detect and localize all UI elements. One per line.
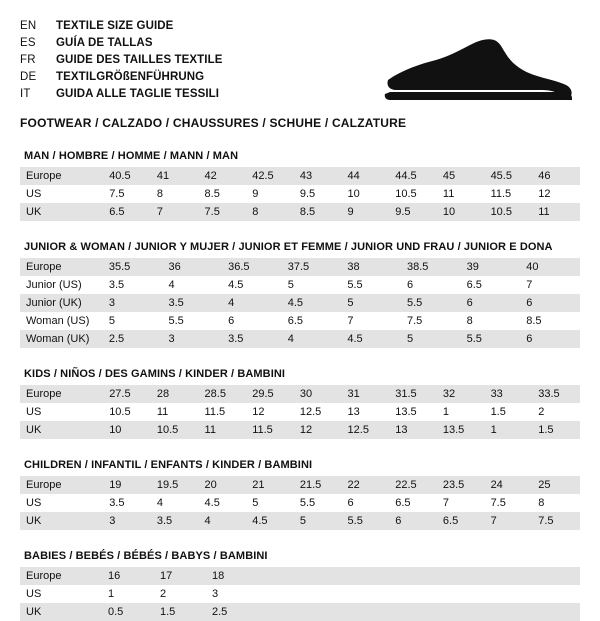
- row-label: Junior (US): [20, 276, 103, 294]
- table-cell: 8: [151, 185, 199, 203]
- row-label: US: [20, 403, 103, 421]
- table-cell: 43: [294, 167, 342, 185]
- size-table-block: [20, 459, 580, 530]
- table-cell: 32: [437, 385, 485, 403]
- table-cell: 40.5: [103, 167, 151, 185]
- table-cell: 7: [151, 203, 199, 221]
- table-cell: 6: [222, 312, 282, 330]
- table-cell: 21: [246, 476, 294, 494]
- table-cell: 42.5: [246, 167, 294, 185]
- size-table-block: [20, 550, 580, 621]
- row-label: UK: [20, 421, 103, 439]
- table-cell: 6.5: [437, 512, 485, 530]
- table-cell: 11: [199, 421, 247, 439]
- table-cell: 13: [389, 421, 437, 439]
- language-title: GUÍA DE TALLAS: [56, 37, 153, 49]
- table-cell: 1.5: [485, 403, 533, 421]
- table-cell: 5.5: [401, 294, 461, 312]
- table-row: [20, 476, 580, 494]
- table-cell: 4.5: [246, 512, 294, 530]
- size-table-block: [20, 150, 580, 221]
- table-cell: 45: [437, 167, 485, 185]
- size-table-title: CHILDREN / INFANTIL / ENFANTS / KINDER / BAMBINI: [24, 459, 313, 471]
- table-cell: 5.5: [461, 330, 521, 348]
- table-cell: 17: [154, 567, 206, 585]
- row-label: Woman (UK): [20, 330, 103, 348]
- table-cell: 27.5: [103, 385, 151, 403]
- table-cell: 7.5: [485, 494, 533, 512]
- table-cell: 10: [342, 185, 390, 203]
- table-cell: 2: [154, 585, 206, 603]
- table-cell: 29.5: [246, 385, 294, 403]
- table-cell: 10: [103, 421, 151, 439]
- table-cell: 6: [520, 330, 580, 348]
- table-cell: 4: [282, 330, 342, 348]
- table-cell: 7: [485, 512, 533, 530]
- table-cell: 30: [294, 385, 342, 403]
- table-cell: 10.5: [151, 421, 199, 439]
- table-row: [20, 203, 580, 221]
- table-cell: 31: [342, 385, 390, 403]
- table-cell: 6.5: [103, 203, 151, 221]
- table-row: [20, 585, 580, 603]
- table-cell: 7: [520, 276, 580, 294]
- table-cell: 37.5: [282, 258, 342, 276]
- row-label: Woman (US): [20, 312, 103, 330]
- language-title: GUIDA ALLE TAGLIE TESSILI: [56, 88, 220, 100]
- table-row: [20, 185, 580, 203]
- table-cell: 3: [163, 330, 223, 348]
- table-cell: 12.5: [294, 403, 342, 421]
- language-code: EN: [20, 20, 37, 32]
- language-title: GUIDE DES TAILLES TEXTILE: [56, 54, 223, 66]
- size-table: [20, 258, 580, 348]
- table-cell: 44: [342, 167, 390, 185]
- table-cell: 5: [103, 312, 163, 330]
- size-tables: [20, 150, 580, 621]
- dress-shoe-icon: [376, 34, 576, 114]
- table-row: [20, 167, 580, 185]
- language-code: FR: [20, 54, 36, 66]
- table-cell: 10.5: [103, 403, 151, 421]
- table-cell: 9: [342, 203, 390, 221]
- table-row: [20, 312, 580, 330]
- language-title: TEXTILE SIZE GUIDE: [56, 20, 174, 32]
- table-cell-filler: [258, 567, 580, 585]
- table-cell: 11: [437, 185, 485, 203]
- table-row: [20, 567, 580, 585]
- table-cell: 3.5: [163, 294, 223, 312]
- table-cell: 3.5: [103, 494, 151, 512]
- table-cell: 3.5: [103, 276, 163, 294]
- table-cell: 4: [151, 494, 199, 512]
- table-cell: 5: [294, 512, 342, 530]
- table-cell: 11.5: [199, 403, 247, 421]
- table-cell: 10: [437, 203, 485, 221]
- table-cell: 23.5: [437, 476, 485, 494]
- row-label: Junior (UK): [20, 294, 103, 312]
- table-cell: 16: [102, 567, 154, 585]
- table-cell: 6: [461, 294, 521, 312]
- table-cell: 3: [103, 512, 151, 530]
- table-cell: 12: [294, 421, 342, 439]
- table-cell: 7.5: [103, 185, 151, 203]
- row-label: Europe: [20, 476, 103, 494]
- table-cell-filler: [258, 603, 580, 621]
- row-label: UK: [20, 203, 103, 221]
- row-label: US: [20, 585, 102, 603]
- table-cell: 33: [485, 385, 533, 403]
- table-cell: 18: [206, 567, 258, 585]
- table-cell: 11.5: [485, 185, 533, 203]
- table-cell: 25: [532, 476, 580, 494]
- table-row: [20, 385, 580, 403]
- size-table: [20, 385, 580, 439]
- table-cell: 20: [199, 476, 247, 494]
- table-cell: 33.5: [532, 385, 580, 403]
- table-cell: 5: [341, 294, 401, 312]
- table-cell: 12: [246, 403, 294, 421]
- table-cell: 5: [246, 494, 294, 512]
- table-row: [20, 330, 580, 348]
- table-cell: 31.5: [389, 385, 437, 403]
- row-label: Europe: [20, 167, 103, 185]
- table-cell: 10.5: [485, 203, 533, 221]
- page-header: [20, 18, 580, 130]
- size-table-title: JUNIOR & WOMAN / JUNIOR Y MUJER / JUNIOR ET FEMME / JUNIOR UND FRAU / JUNIOR E DONA: [24, 241, 553, 253]
- table-cell: 19: [103, 476, 151, 494]
- table-cell: 6.5: [461, 276, 521, 294]
- table-cell: 8.5: [520, 312, 580, 330]
- table-cell: 2.5: [103, 330, 163, 348]
- table-cell: 3.5: [151, 512, 199, 530]
- table-cell: 35.5: [103, 258, 163, 276]
- row-label: US: [20, 185, 103, 203]
- table-cell: 3: [103, 294, 163, 312]
- page-title: FOOTWEAR / CALZADO / CHAUSSURES / SCHUHE / CALZATURE: [20, 116, 407, 130]
- row-label: US: [20, 494, 103, 512]
- table-cell: 13: [342, 403, 390, 421]
- size-table-block: [20, 368, 580, 439]
- size-table-block: [20, 241, 580, 348]
- table-cell: 5.5: [294, 494, 342, 512]
- table-row: [20, 294, 580, 312]
- table-cell: 5.5: [341, 276, 401, 294]
- table-cell: 6.5: [282, 312, 342, 330]
- table-cell: 8.5: [294, 203, 342, 221]
- table-cell: 36: [163, 258, 223, 276]
- table-cell: 4: [163, 276, 223, 294]
- size-table-title: MAN / HOMBRE / HOMME / MANN / MAN: [24, 150, 239, 162]
- size-table: [20, 567, 580, 621]
- table-cell: 9.5: [294, 185, 342, 203]
- table-cell: 22: [342, 476, 390, 494]
- table-cell: 4: [222, 294, 282, 312]
- table-cell: 44.5: [389, 167, 437, 185]
- row-label: Europe: [20, 385, 103, 403]
- table-cell: 11: [151, 403, 199, 421]
- table-cell: 4: [199, 512, 247, 530]
- table-cell: 7.5: [199, 203, 247, 221]
- table-cell: 38.5: [401, 258, 461, 276]
- table-cell: 8.5: [199, 185, 247, 203]
- table-row: [20, 512, 580, 530]
- table-row: [20, 403, 580, 421]
- size-table: [20, 476, 580, 530]
- table-cell: 38: [341, 258, 401, 276]
- table-cell: 41: [151, 167, 199, 185]
- row-label: Europe: [20, 258, 103, 276]
- language-row: [20, 18, 580, 34]
- table-cell: 4.5: [199, 494, 247, 512]
- language-code: DE: [20, 71, 37, 83]
- table-row: [20, 276, 580, 294]
- table-cell: 24: [485, 476, 533, 494]
- table-cell: 3: [206, 585, 258, 603]
- table-cell: 1: [485, 421, 533, 439]
- size-table: [20, 167, 580, 221]
- table-cell: 36.5: [222, 258, 282, 276]
- table-cell: 22.5: [389, 476, 437, 494]
- table-cell: 1: [102, 585, 154, 603]
- table-row: [20, 258, 580, 276]
- table-cell: 12.5: [342, 421, 390, 439]
- table-cell: 8: [461, 312, 521, 330]
- table-cell: 5.5: [342, 512, 390, 530]
- table-row: [20, 603, 580, 621]
- table-cell: 7: [341, 312, 401, 330]
- table-cell: 5: [401, 330, 461, 348]
- table-cell: 11: [532, 203, 580, 221]
- size-table-title: KIDS / NIÑOS / DES GAMINS / KINDER / BAMBINI: [24, 368, 286, 380]
- table-cell: 11.5: [246, 421, 294, 439]
- table-cell: 28.5: [199, 385, 247, 403]
- table-cell: 13.5: [389, 403, 437, 421]
- table-cell: 19.5: [151, 476, 199, 494]
- language-title: TEXTILGRÖßENFÜHRUNG: [56, 71, 205, 83]
- table-cell: 40: [520, 258, 580, 276]
- table-cell: 5.5: [163, 312, 223, 330]
- table-cell: 7: [437, 494, 485, 512]
- table-cell: 42: [199, 167, 247, 185]
- table-cell: 7.5: [532, 512, 580, 530]
- table-cell: 10.5: [389, 185, 437, 203]
- table-cell: 39: [461, 258, 521, 276]
- table-cell: 2.5: [206, 603, 258, 621]
- language-code: ES: [20, 37, 36, 49]
- table-cell: 5: [282, 276, 342, 294]
- table-cell: 8: [532, 494, 580, 512]
- table-cell: 3.5: [222, 330, 282, 348]
- row-label: UK: [20, 512, 103, 530]
- table-cell: 45.5: [485, 167, 533, 185]
- table-cell: 7.5: [401, 312, 461, 330]
- table-cell: 9.5: [389, 203, 437, 221]
- table-cell: 6: [389, 512, 437, 530]
- table-cell: 6: [342, 494, 390, 512]
- table-cell: 6.5: [389, 494, 437, 512]
- table-cell: 12: [532, 185, 580, 203]
- table-cell: 4.5: [282, 294, 342, 312]
- table-cell: 1.5: [532, 421, 580, 439]
- table-cell: 9: [246, 185, 294, 203]
- table-cell: 1.5: [154, 603, 206, 621]
- table-cell: 13.5: [437, 421, 485, 439]
- table-cell: 4.5: [341, 330, 401, 348]
- table-row: [20, 494, 580, 512]
- table-cell: 8: [246, 203, 294, 221]
- table-cell: 0.5: [102, 603, 154, 621]
- row-label: Europe: [20, 567, 102, 585]
- table-cell: 21.5: [294, 476, 342, 494]
- row-label: UK: [20, 603, 102, 621]
- table-cell: 2: [532, 403, 580, 421]
- table-cell-filler: [258, 585, 580, 603]
- table-cell: 6: [401, 276, 461, 294]
- table-cell: 4.5: [222, 276, 282, 294]
- table-row: [20, 421, 580, 439]
- table-cell: 6: [520, 294, 580, 312]
- table-cell: 28: [151, 385, 199, 403]
- table-cell: 1: [437, 403, 485, 421]
- language-code: IT: [20, 88, 31, 100]
- table-cell: 46: [532, 167, 580, 185]
- size-table-title: BABIES / BEBÉS / BÉBÉS / BABYS / BAMBINI: [24, 550, 268, 562]
